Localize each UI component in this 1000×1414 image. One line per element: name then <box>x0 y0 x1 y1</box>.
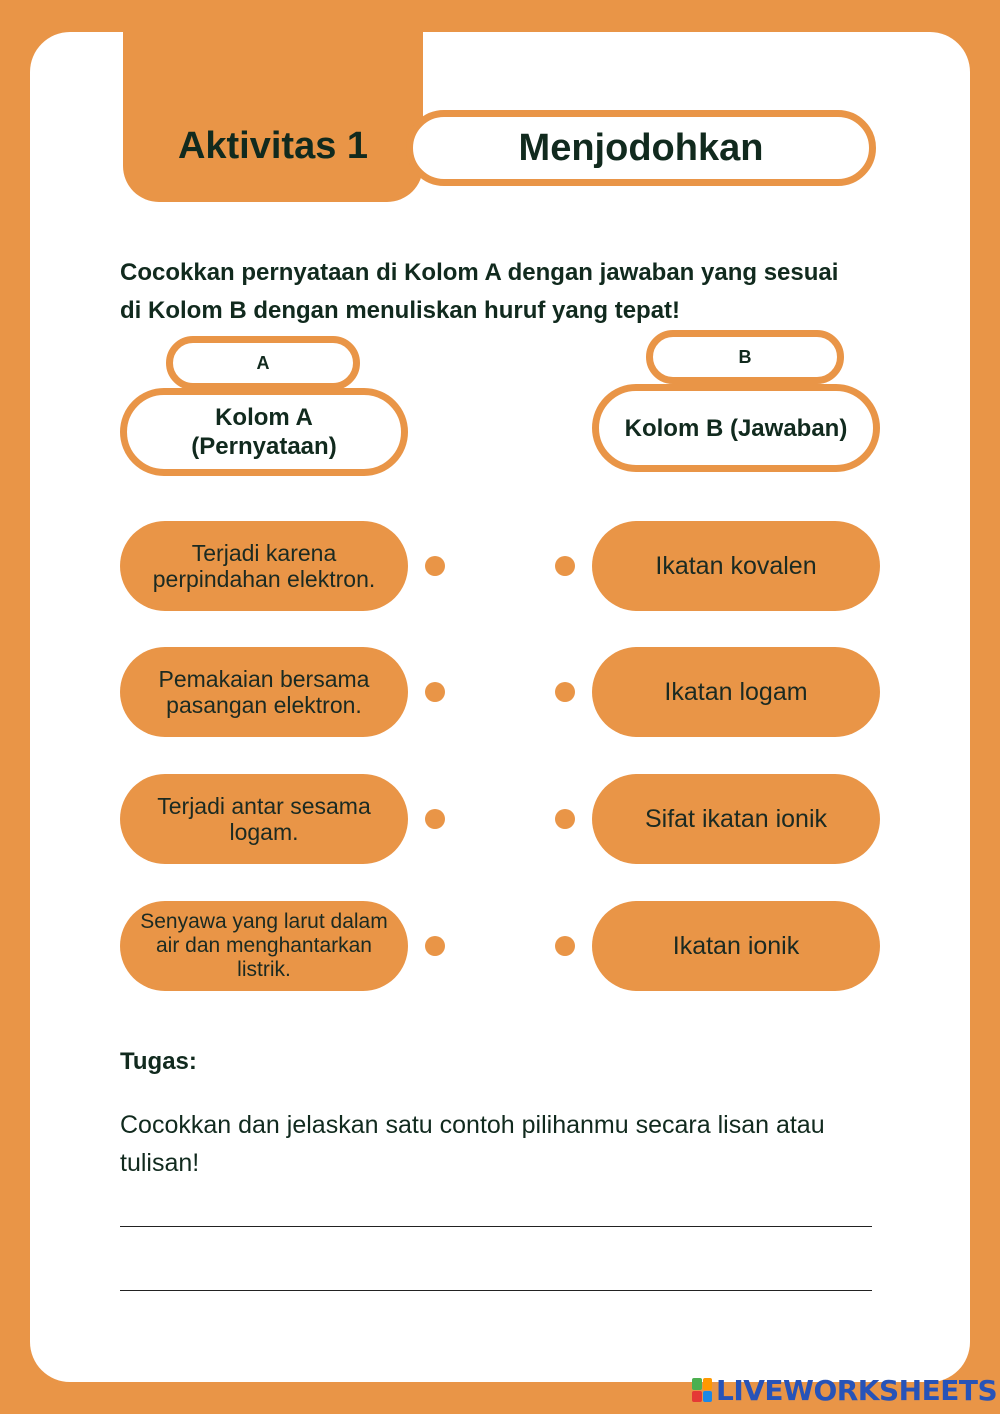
answer-item[interactable] <box>592 521 880 611</box>
match-dot-a-1[interactable] <box>425 556 445 576</box>
activity-title-pill <box>406 110 876 186</box>
match-dot-a-3[interactable] <box>425 809 445 829</box>
answer-line[interactable] <box>120 1226 872 1227</box>
answer-item[interactable] <box>592 901 880 991</box>
column-b-heading <box>592 384 880 472</box>
match-dot-b-3[interactable] <box>555 809 575 829</box>
statement-text: Terjadi karena perpindahan elektron. <box>152 540 376 592</box>
column-b-tag-label: B <box>738 346 752 367</box>
column-b-tag <box>646 330 844 384</box>
column-b-heading-label: Kolom B (Jawaban) <box>624 414 848 442</box>
column-a-heading-line1: Kolom A <box>215 404 313 431</box>
liveworksheets-logo-icon <box>692 1378 712 1402</box>
column-a-heading <box>120 388 408 476</box>
brand-name: LIVEWORKSHEETS <box>716 1373 998 1407</box>
statement-item[interactable] <box>120 774 408 864</box>
statement-item[interactable] <box>120 521 408 611</box>
statement-text: Terjadi antar sesama logam. <box>157 793 371 845</box>
answer-item[interactable] <box>592 774 880 864</box>
statement-text: Pemakaian bersama pasangan elektron. <box>158 666 370 718</box>
task-text: Cocokkan dan jelaskan satu contoh pilihanmu secara lisan atau tulisan! <box>120 1111 825 1177</box>
column-a-tag-label: A <box>256 352 270 373</box>
column-a-tag <box>166 336 360 390</box>
answer-text: Ikatan ionik <box>672 932 800 960</box>
statement-item[interactable] <box>120 901 408 991</box>
match-dot-a-4[interactable] <box>425 936 445 956</box>
match-dot-a-2[interactable] <box>425 682 445 702</box>
activity-tab <box>123 32 423 202</box>
task-label: Tugas: <box>120 1048 197 1075</box>
match-dot-b-4[interactable] <box>555 936 575 956</box>
liveworksheets-logo <box>692 1374 997 1406</box>
column-a-heading-line2: (Pernyataan) <box>191 433 337 460</box>
answer-line[interactable] <box>120 1290 872 1291</box>
answer-text: Ikatan logam <box>664 678 808 706</box>
instruction-text: Cocokkan pernyataan di Kolom A dengan jawaban yang sesuai di Kolom B dengan menuliskan huruf yang tepat! <box>120 259 839 324</box>
answer-item[interactable] <box>592 647 880 737</box>
activity-label: Aktivitas 1 <box>177 124 369 167</box>
statement-item[interactable] <box>120 647 408 737</box>
statement-text: Senyawa yang larut dalam air dan menghantarkan listrik. <box>140 910 388 981</box>
answer-text: Sifat ikatan ionik <box>644 805 828 833</box>
match-dot-b-2[interactable] <box>555 682 575 702</box>
match-dot-b-1[interactable] <box>555 556 575 576</box>
answer-text: Ikatan kovalen <box>655 552 817 580</box>
activity-title: Menjodohkan <box>518 126 764 169</box>
